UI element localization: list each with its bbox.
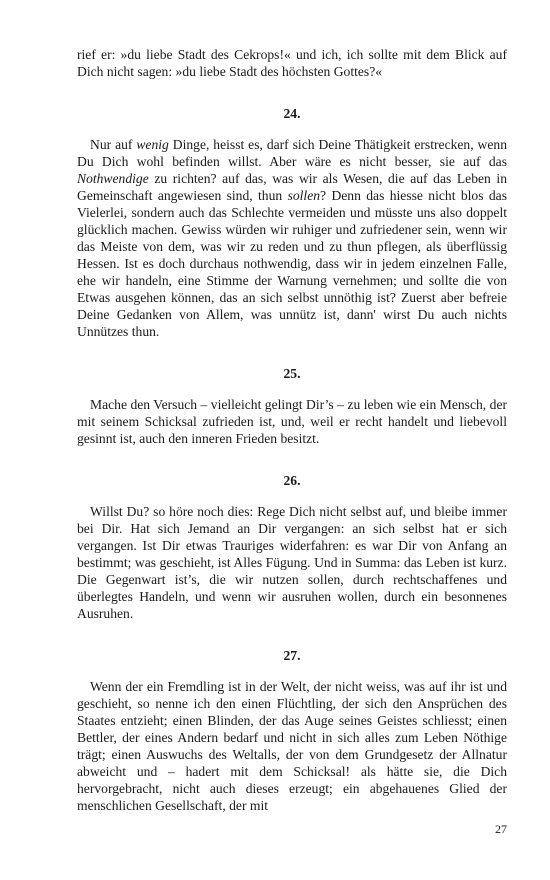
emphasis-nothwendige: Nothwendige <box>77 171 149 186</box>
emphasis-wenig: wenig <box>136 137 169 152</box>
section-24-paragraph <box>77 136 507 340</box>
section-26-paragraph: Willst Du? so höre noch dies: Rege Dich nicht selbst auf, und bleibe immer bei Dir. Hat sich Jemand an Dir vergangen: an sich selbst hat er sich vergangen. Ist Dir etwas Trauriges widerfahren: es war Dir von Anfang an bestimmt; was geschieht, ist Alles Fügung. Und in Summa: das Leben ist kurz. Die Gegenwart ist’s, die wir nutzen sollen, durch rechtschaffenes und überlegtes Handeln, und wenn wir ausruhen wollen, durch ein besonnenes Ausruhen. <box>77 504 507 621</box>
section-number-26: 26. <box>283 473 301 488</box>
page-body <box>77 46 507 814</box>
intro-paragraph: rief er: »du liebe Stadt des Cekrops!« und ich, ich sollte mit dem Blick auf Dich nicht sagen: »du liebe Stadt des höchsten Gottes?« <box>77 47 507 79</box>
section-25-paragraph: Mache den Versuch – vielleicht gelingt Dir’s – zu leben wie ein Mensch, der mit seinem Schicksal zufrieden ist, und, weil er recht handelt und liebevoll gesinnt ist, auch den inneren Frieden besitzt. <box>77 397 507 446</box>
text-run: Dinge, heisst es, darf sich Deine Thätigkeit erstrecken, wenn Du Dich wohl befinden willst. Aber wäre es nicht besser, sie auf das <box>77 137 507 169</box>
text-run: ? Denn das hiesse nicht blos das Vielerlei, sondern auch das Schlechte vermeiden und müsste uns also doppelt glücklich machen. Gewiss würden wir ruhiger und zufriedener sein, wenn wir das Meiste von dem, was wir zu reden und zu thun pflegen, als überflüssig Hessen. Ist es doch durchaus nothwendig, dass wir in jedem einzelnen Falle, ehe wir handeln, eine Stimme der Warnung vernehmen; und sollte die von Etwas ausgehen können, das an sich selbst unnöthig ist? Zuerst aber befreie Deine Gedanken von Allem, was unnütz ist, dann' wirst Du auch nichts Unnützes thun. <box>77 188 507 339</box>
section-number-27: 27. <box>283 648 301 663</box>
section-number-25: 25. <box>283 366 301 381</box>
page-number: 27 <box>495 822 507 836</box>
section-27-paragraph: Wenn der ein Fremdling ist in der Welt, der nicht weiss, was auf ihr ist und geschieht, so nenne ich den einen Flüchtling, der sich den Ansprüchen des Staates entzieht; einen Blinden, der das Auge seines Geistes schliesst; einen Bettler, der eines Andern bedarf und nicht in sich alles zum Leben Nöthige trägt; einen Auswuchs des Weltalls, der von dem Grundgesetz der Allnatur abweicht und – hadert mit dem Schicksal! als hätte sie, die Dich hervorgebracht, nicht auch dieses erzeugt; ein abgehauenes Glied der menschlichen Gesellschaft, der mit <box>77 679 507 813</box>
emphasis-sollen: sollen <box>287 188 321 203</box>
text-run: zu richten? auf das, was wir als Wesen, die auf das Leben in Gemeinschaft angewiesen sind, thun <box>77 171 507 203</box>
section-number-24: 24. <box>283 106 301 121</box>
text-run: Nur auf <box>90 137 137 152</box>
